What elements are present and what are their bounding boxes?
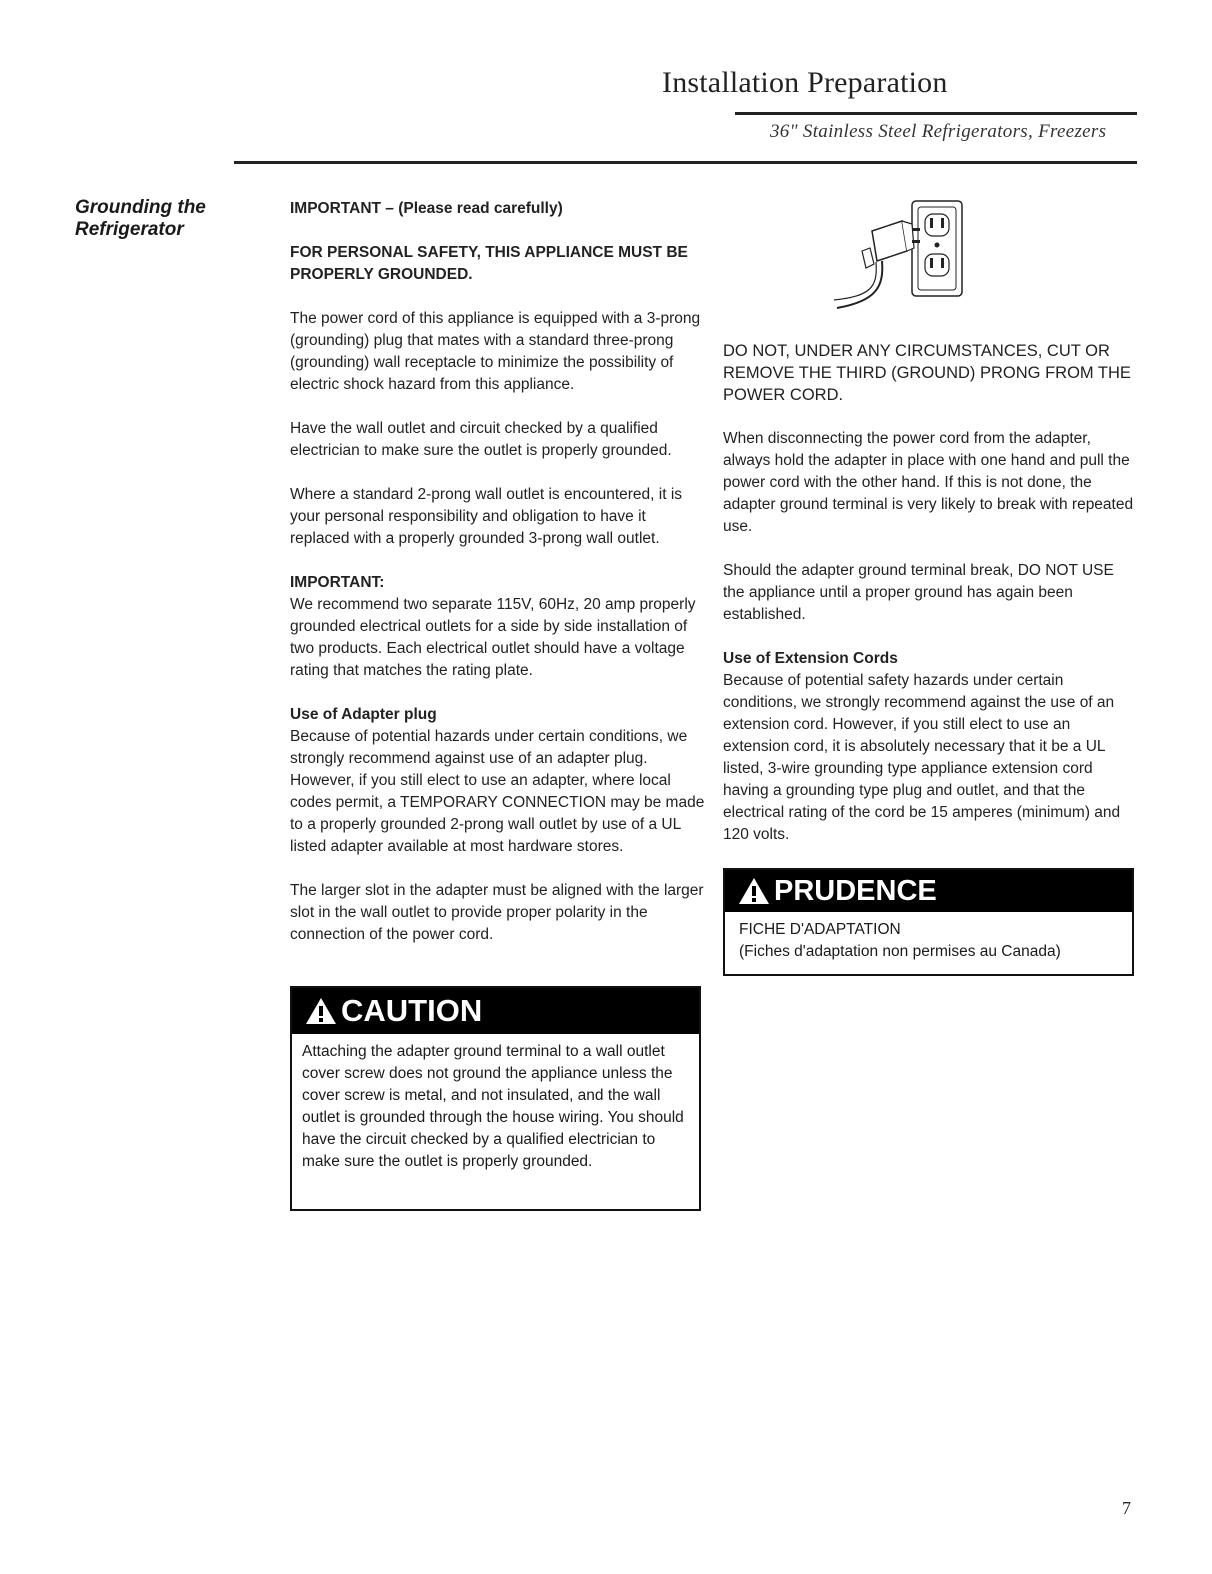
caution-label: CAUTION: [341, 993, 483, 1028]
warning-triangle-icon: [737, 876, 771, 906]
left-column: [290, 198, 705, 968]
warning-ground-prong: DO NOT, UNDER ANY CIRCUMSTANCES, CUT OR REMOVE THE THIRD (GROUND) PRONG FROM THE POWER CORD.: [723, 342, 1131, 404]
prudence-line-1: FICHE D'ADAPTATION: [739, 921, 901, 938]
section-rule: [234, 161, 1137, 164]
prudence-line-2: (Fiches d'adaptation non permises au Canada): [739, 943, 1061, 960]
section-heading: Grounding the Refrigerator: [75, 197, 206, 240]
adapter-plug-heading: Use of Adapter plug: [290, 706, 437, 723]
paragraph-polarity: The larger slot in the adapter must be aligned with the larger slot in the wall outlet to provide proper polarity in the connection of the power cord.: [290, 882, 704, 943]
caution-box: [290, 986, 701, 1211]
extension-cords-heading: Use of Extension Cords: [723, 650, 898, 667]
prudence-box: [723, 868, 1134, 976]
adapter-plug-outlet-illustration: [832, 196, 982, 326]
prudence-label: PRUDENCE: [774, 874, 937, 907]
header-rule: [735, 112, 1137, 115]
prudence-header: [725, 870, 1132, 912]
page-header-title: Installation Preparation: [662, 66, 948, 99]
right-column: [723, 340, 1135, 868]
paragraph-adapter: Because of potential hazards under certain conditions, we strongly recommend against use of an adapter plug. However, if you still elect to use an adapter, where local codes permit, a TEMPORARY CONNECTION may be made to a properly grounded 2-prong wall outlet by use of a UL listed adapter available at most hardware stores.: [290, 728, 705, 855]
caution-header: [292, 988, 699, 1034]
page-number: 7: [1122, 1498, 1131, 1518]
paragraph-outlets: We recommend two separate 115V, 60Hz, 20 amp properly grounded electrical outlets for a side by side installation of two products. Each electrical outlet should have a voltage rating that matches the rating plate.: [290, 596, 696, 679]
caution-text: Attaching the adapter ground terminal to a wall outlet cover screw does not ground the appliance unless the cover screw is metal, and not insulated, and the wall outlet is grounded through the house wiring. You should have the circuit checked by a qualified electrician to make sure the outlet is properly grounded.: [302, 1043, 684, 1170]
important-read-heading: IMPORTANT – (Please read carefully): [290, 200, 563, 217]
paragraph-plug: The power cord of this appliance is equipped with a 3-prong (grounding) plug that mates with a standard three-prong (grounding) wall receptacle to minimize the possibility of electric shock hazard from this appliance.: [290, 310, 701, 393]
safety-heading: FOR PERSONAL SAFETY, THIS APPLIANCE MUST BE PROPERLY GROUNDED.: [290, 244, 688, 283]
paragraph-2-prong: Where a standard 2-prong wall outlet is encountered, it is your personal responsibility and obligation to have it replaced with a properly grounded 3-prong wall outlet.: [290, 486, 683, 547]
prudence-text: [725, 912, 1132, 963]
paragraph-terminal-break: Should the adapter ground terminal break, DO NOT USE the appliance until a proper ground has again been established.: [723, 562, 1114, 623]
page-header-subtitle: 36" Stainless Steel Refrigerators, Freezers: [770, 121, 1107, 142]
paragraph-check-outlet: Have the wall outlet and circuit checked by a qualified electrician to make sure the outlet is properly grounded.: [290, 420, 672, 459]
warning-triangle-icon: [304, 996, 338, 1026]
paragraph-disconnecting: When disconnecting the power cord from the adapter, always hold the adapter in place with one hand and pull the power cord with the other hand. If this is not done, the adapter ground terminal is very likely to break with repeated use.: [723, 430, 1134, 535]
important-heading: IMPORTANT:: [290, 574, 385, 591]
paragraph-extension-cords: Because of potential safety hazards under certain conditions, we strongly recommend against the use of an extension cord. However, if you still elect to use an extension cord, it is absolutely necessary that it be a UL listed, 3-wire grounding type appliance extension cord having a grounding type plug and outlet, and that the electrical rating of the cord be 15 amperes (minimum) and 120 volts.: [723, 672, 1121, 843]
